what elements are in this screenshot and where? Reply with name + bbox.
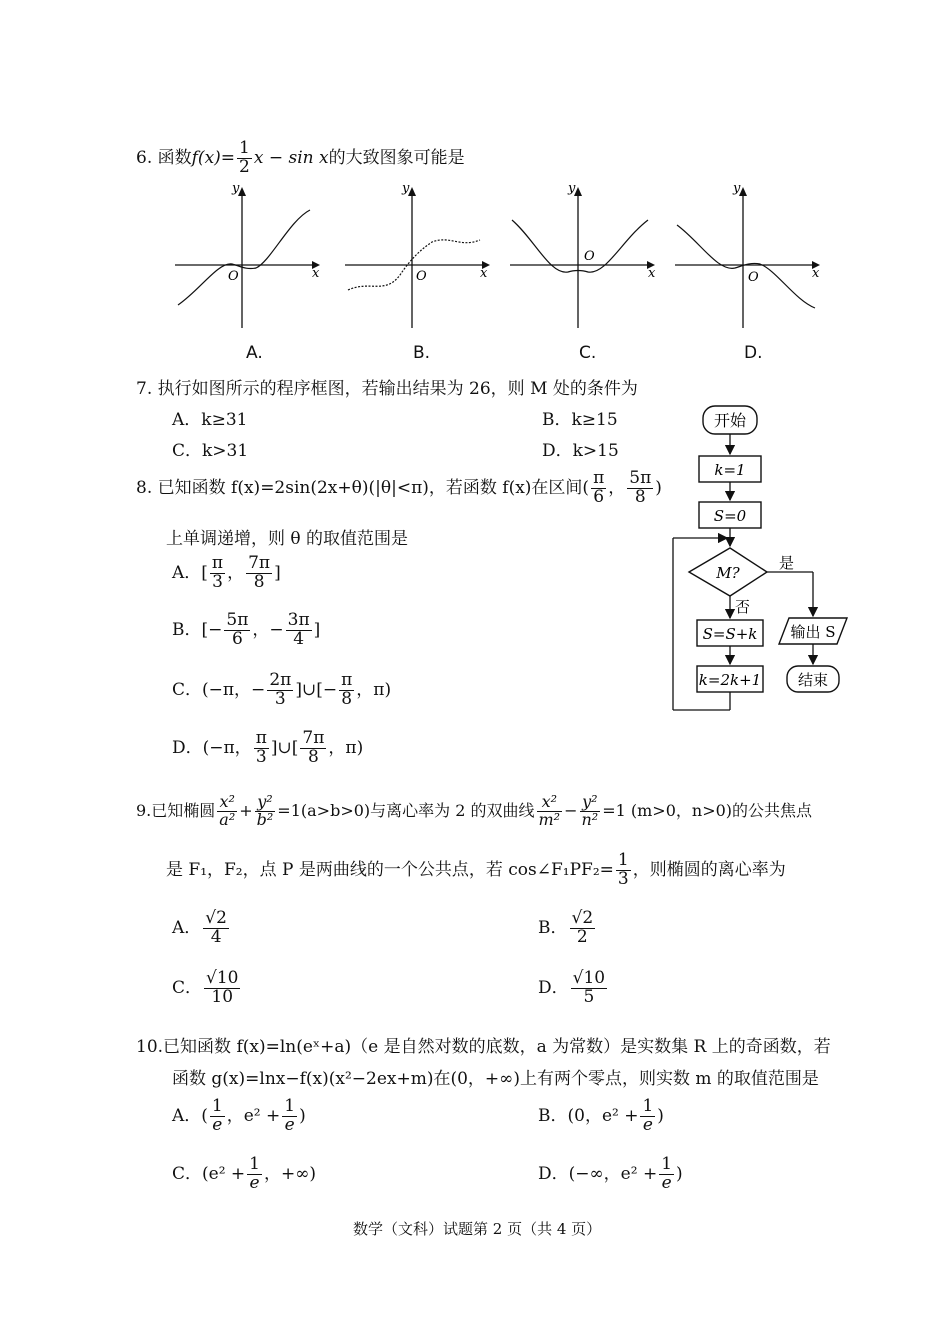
q7-stem: 7. 执行如图所示的程序框图，若输出结果为 26，则 M 处的条件为 <box>136 379 638 399</box>
flow-end: 结束 <box>797 671 829 689</box>
flow-start: 开始 <box>713 411 747 430</box>
q10-stem-line1: 10.已知函数 f(x)=ln(eˣ+a)（e 是自然对数的底数，a 为常数）是实数集 R 上的奇函数，若 <box>136 1037 831 1057</box>
flow-condition: M? <box>716 564 740 582</box>
graph-a-label: A. <box>246 343 263 363</box>
q8-stem-line1: 8. 已知函数 f(x)=2sin(2x+θ)(|θ|<π)，若函数 f(x)在区间( $\frac{\pi}{6}$ ， $\frac{5\pi}{8}$ ) <box>136 468 662 507</box>
q10-option-c: C．(e² + $\frac{1}{e}$ ，+∞) <box>172 1154 317 1193</box>
graph-b <box>345 181 490 328</box>
q10-option-d: D．(−∞，e² + $\frac{1}{e}$ ) <box>538 1154 683 1193</box>
q7-option-c: C．k>31 <box>172 441 249 461</box>
q8-option-d: D．(−π， $\frac{\pi}{3}$ ]∪[ $\frac{7\pi}{8}$ ，π) <box>172 728 364 767</box>
flow-output: 输出 S <box>790 623 836 641</box>
q8-option-c: C．(−π，− $\frac{2\pi}{3}$ ]∪[− $\frac{\pi}{8}$ ，π) <box>172 670 392 709</box>
q7-option-b: B．k≥15 <box>542 410 618 430</box>
page-footer: 数学（文科）试题第 2 页（共 4 页） <box>353 1220 602 1238</box>
svg-text:x: x <box>812 266 820 281</box>
q8-option-b: B．[− $\frac{5\pi}{6}$ ，− $\frac{3\pi}{4}$ ] <box>172 610 321 649</box>
q9-option-a: A． $\frac{√2}{4}$ <box>172 908 227 947</box>
q7-option-d: D．k>15 <box>542 441 619 461</box>
svg-text:y: y <box>232 181 240 196</box>
q9-option-d: D． $\frac{√10}{5}$ <box>538 968 606 1007</box>
graph-b-label: B. <box>413 343 431 363</box>
q9-stem-line2: 是 F₁，F₂，点 P 是两曲线的一个公共点，若 cos∠F₁PF₂= $\frac{1}{3}$ ，则椭圆的离心率为 <box>166 850 786 889</box>
graph-d-label: D. <box>744 343 763 363</box>
graph-d <box>675 181 820 328</box>
svg-text:O: O <box>584 249 595 264</box>
q8-option-a: A．[ $\frac{\pi}{3}$ ， $\frac{7\pi}{8}$ ] <box>172 553 281 592</box>
svg-text:y: y <box>568 181 576 196</box>
flow-step-k: k=2k+1 <box>698 671 762 689</box>
q10-option-b: B．(0，e² + $\frac{1}{e}$ ) <box>538 1096 664 1135</box>
flow-no: 否 <box>735 598 751 616</box>
svg-text:O: O <box>228 269 239 284</box>
svg-text:O: O <box>748 270 759 285</box>
svg-text:y: y <box>402 181 410 196</box>
q10-option-a: A．( $\frac{1}{e}$ ，e² + $\frac{1}{e}$ ) <box>172 1096 306 1135</box>
svg-text:y: y <box>733 181 741 196</box>
flow-yes: 是 <box>779 554 795 572</box>
svg-text:x: x <box>312 266 320 281</box>
graph-c <box>510 181 656 328</box>
graph-c-label: C. <box>579 343 597 363</box>
svg-text:x: x <box>480 266 488 281</box>
q6-graphs <box>170 180 840 340</box>
flow-step-s: S=S+k <box>702 625 758 643</box>
q9-option-c: C． $\frac{√10}{10}$ <box>172 968 239 1007</box>
svg-text:x: x <box>648 266 656 281</box>
q7-option-a: A．k≥31 <box>172 410 248 430</box>
flow-init-s: S=0 <box>713 507 747 525</box>
svg-text:O: O <box>416 269 427 284</box>
graph-a <box>175 181 320 328</box>
q9-stem-line1: 9.已知椭圆 $\frac{\text{x²}}{\text{a²}}$ + $\frac{\text{y²}}{\text{b²}}$ =1(a>b>0)与离心率为 2 的双曲线 $\frac{\text{x²}}{\text{m²}}$ − $\frac{\text{y²}}{\text{n²}}$ =1 (m>0，n>0)的公共焦点 <box>136 792 813 829</box>
q9-option-b: B． $\frac{√2}{2}$ <box>538 908 594 947</box>
flowchart <box>665 400 855 720</box>
flow-init-k: k=1 <box>714 461 746 479</box>
q8-stem-line2: 上单调递增，则 θ 的取值范围是 <box>166 529 409 549</box>
q10-stem-line2: 函数 g(x)=lnx−f(x)(x²−2ex+m)在(0，+∞)上有两个零点，则实数 m 的取值范围是 <box>172 1069 819 1089</box>
q6-stem: 6. 函数f(x)= $\frac{1}{2}$ x − sin x的大致图象可能是 <box>136 138 465 177</box>
